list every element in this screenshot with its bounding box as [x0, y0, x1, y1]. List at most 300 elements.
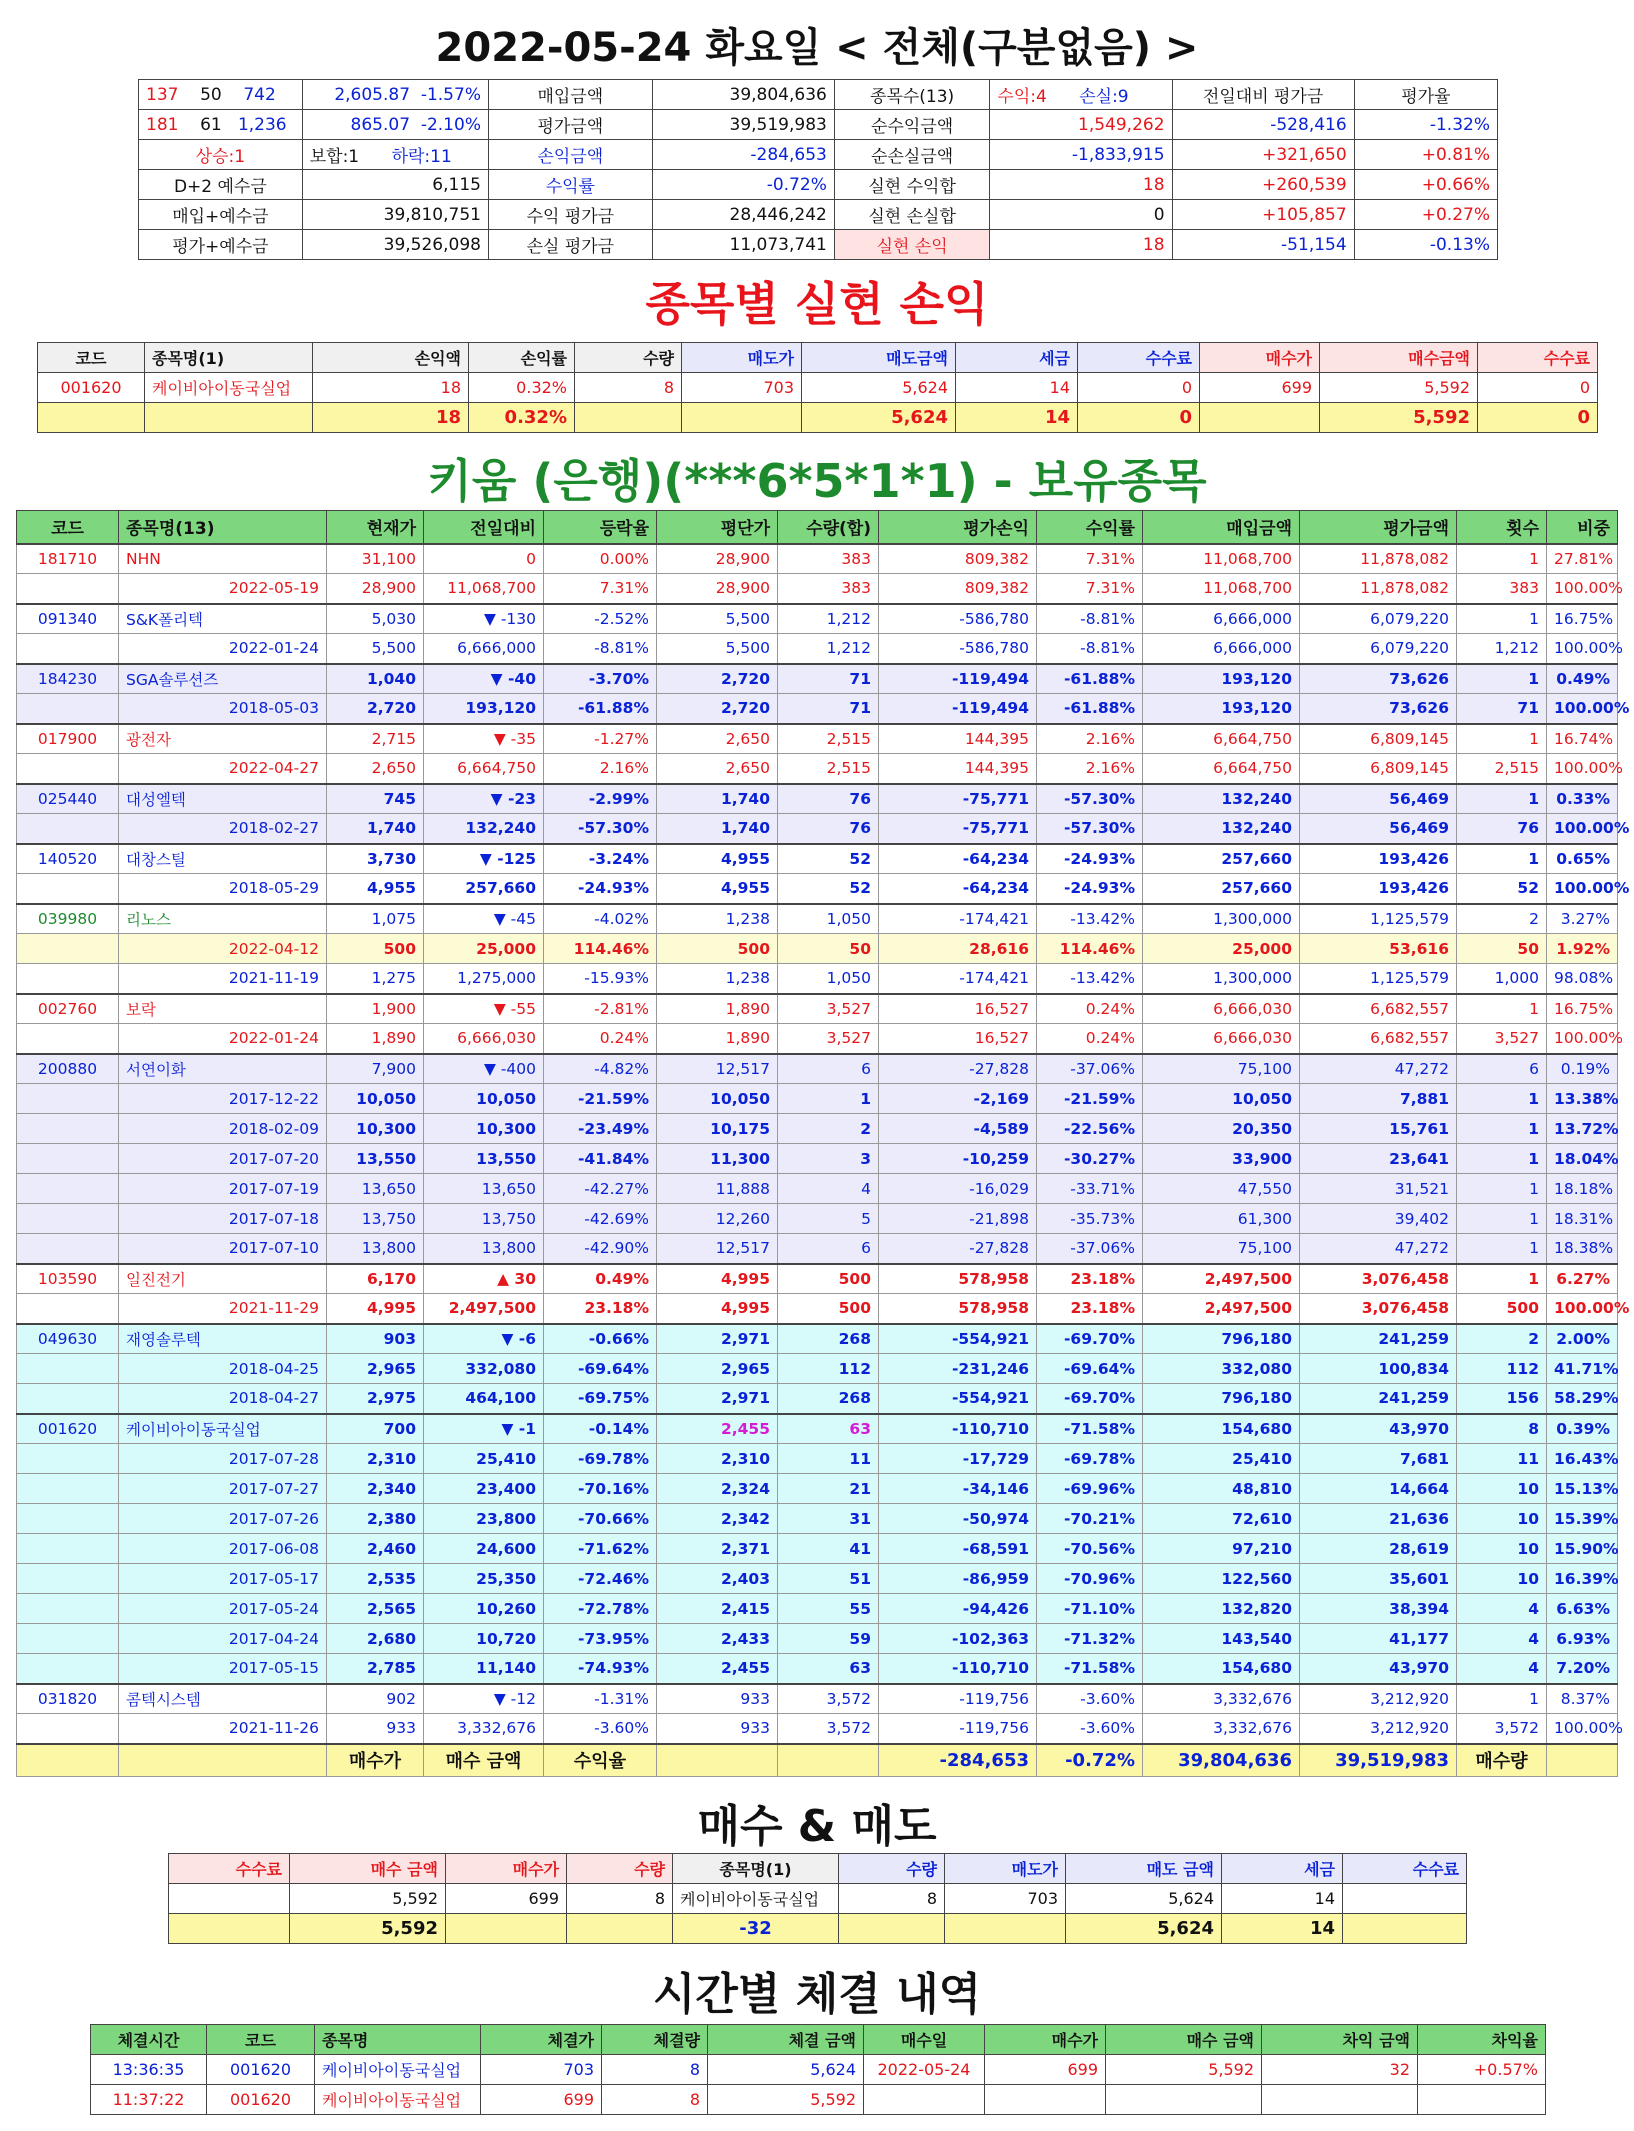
cell: 2,785: [327, 1654, 424, 1684]
cell: -72.46%: [544, 1564, 657, 1594]
cell: 11:37:22: [91, 2085, 207, 2115]
holdings-table: [16, 510, 1630, 1777]
cell: 4,955: [327, 874, 424, 904]
summary-value: 18: [990, 230, 1172, 260]
cell: 809,382: [879, 544, 1037, 574]
cell: 1,040: [327, 664, 424, 694]
cell: 1.92%: [1547, 934, 1618, 964]
summary-row: [139, 80, 1498, 110]
cell: [17, 574, 119, 604]
cell: 71: [1457, 694, 1547, 724]
cell: -61.88%: [1037, 694, 1143, 724]
cell: [17, 874, 119, 904]
cell: ▼ -125: [424, 844, 544, 874]
total-row: [38, 403, 1598, 433]
cell: 703: [945, 1884, 1066, 1914]
cell: 39,804,636: [1143, 1744, 1300, 1777]
column-header: 수량: [567, 1854, 673, 1884]
summary-value: 상승:1: [139, 140, 303, 170]
cell: [169, 1914, 290, 1944]
cell: 15.90%: [1547, 1534, 1618, 1564]
cell: 2022-01-24: [119, 1024, 327, 1054]
cell: 745: [327, 784, 424, 814]
cell: 1,890: [657, 994, 778, 1024]
summary-value: 39,526,098: [302, 230, 488, 260]
cell: -75,771: [879, 814, 1037, 844]
cell: 2,455: [657, 1654, 778, 1684]
cell: -16,029: [879, 1174, 1037, 1204]
cell: -73.95%: [544, 1624, 657, 1654]
cell: -3.60%: [1037, 1684, 1143, 1714]
cell: 56,469: [1300, 784, 1457, 814]
cell: -119,756: [879, 1714, 1037, 1744]
cell: 5,030: [327, 604, 424, 634]
holding-lot-row: [17, 634, 1618, 664]
column-header: 평단가: [657, 511, 778, 544]
cell: 1,212: [778, 634, 879, 664]
cell: 5,592: [290, 1884, 446, 1914]
cell: 2,680: [327, 1624, 424, 1654]
cell: [17, 1444, 119, 1474]
cell: -68,591: [879, 1534, 1037, 1564]
cell: 001620: [207, 2055, 315, 2085]
cell: 100.00%: [1547, 814, 1618, 844]
cell: 8: [602, 2085, 708, 2115]
cell: -37.06%: [1037, 1054, 1143, 1084]
cell: -70.16%: [544, 1474, 657, 1504]
cell: 4: [1457, 1624, 1547, 1654]
cell: -64,234: [879, 874, 1037, 904]
cell: 193,426: [1300, 874, 1457, 904]
cell: 464,100: [424, 1384, 544, 1414]
cell: -8.81%: [1037, 604, 1143, 634]
cell: 20,350: [1143, 1114, 1300, 1144]
cell: 수익율: [544, 1744, 657, 1777]
cell: 3,572: [778, 1714, 879, 1744]
cell: 6,666,030: [1143, 1024, 1300, 1054]
summary-row: [139, 230, 1498, 260]
cell: 10: [1457, 1504, 1547, 1534]
cell: 76: [1457, 814, 1547, 844]
cell: 699: [985, 2055, 1106, 2085]
summary-value: -528,416: [1172, 110, 1354, 140]
cell: 14: [1222, 1914, 1343, 1944]
cell: 16,527: [879, 994, 1037, 1024]
cell: 100.00%: [1547, 694, 1618, 724]
cell: 0.33%: [1547, 784, 1618, 814]
cell: 017900: [17, 724, 119, 754]
cell: [17, 934, 119, 964]
cell: 63: [778, 1414, 879, 1444]
summary-value: -1.32%: [1354, 110, 1497, 140]
cell: [17, 1174, 119, 1204]
cell: 7.20%: [1547, 1654, 1618, 1684]
cell: 6,666,030: [424, 1024, 544, 1054]
cell: -8.81%: [544, 634, 657, 664]
cell: 5,592: [708, 2085, 864, 2115]
holding-lot-row: [17, 1654, 1618, 1684]
cell: 23.18%: [544, 1294, 657, 1324]
cell: 6,809,145: [1300, 754, 1457, 784]
cell: 21: [778, 1474, 879, 1504]
cell: -72.78%: [544, 1594, 657, 1624]
cell: 47,550: [1143, 1174, 1300, 1204]
column-header: 손익액: [313, 343, 469, 373]
column-header: 매수가: [1200, 343, 1320, 373]
cell: 16.43%: [1547, 1444, 1618, 1474]
cell: 6,664,750: [424, 754, 544, 784]
cell: 41.71%: [1547, 1354, 1618, 1384]
holding-row: [17, 844, 1618, 874]
cell: 14: [956, 403, 1078, 433]
summary-label: 손실 평가금: [488, 230, 652, 260]
cell: 2,497,500: [1143, 1294, 1300, 1324]
holding-lot-row: [17, 1174, 1618, 1204]
cell: 5,592: [1106, 2055, 1262, 2085]
cell: 5,624: [1066, 1884, 1222, 1914]
column-header: 매수가: [446, 1854, 567, 1884]
cell: 13:36:35: [91, 2055, 207, 2085]
cell: 41: [778, 1534, 879, 1564]
cell: 4,955: [657, 844, 778, 874]
cell: 025440: [17, 784, 119, 814]
holding-lot-row: [17, 1444, 1618, 1474]
cell: -32: [673, 1914, 839, 1944]
cell: 5,624: [802, 373, 956, 403]
column-header: 차익 금액: [1262, 2025, 1418, 2055]
cell: 재영솔루텍: [119, 1324, 327, 1354]
cell: 1,740: [657, 814, 778, 844]
table-header-row: [169, 1854, 1467, 1884]
cell: -61.88%: [1037, 664, 1143, 694]
cell: [17, 1384, 119, 1414]
cell: 3,076,458: [1300, 1264, 1457, 1294]
cell: 보락: [119, 994, 327, 1024]
cell: 6,809,145: [1300, 724, 1457, 754]
cell: 75,100: [1143, 1054, 1300, 1084]
cell: 케이비아이동국실업: [673, 1884, 839, 1914]
cell: 52: [1457, 874, 1547, 904]
holding-lot-row: [17, 694, 1618, 724]
cell: -0.14%: [544, 1414, 657, 1444]
cell: [17, 1654, 119, 1684]
table-header-row: [17, 511, 1618, 544]
column-header: 매수가: [985, 2025, 1106, 2055]
cell: -69.78%: [544, 1444, 657, 1474]
holding-row: [17, 994, 1618, 1024]
summary-label: 수익 평가금: [488, 200, 652, 230]
cell: 6: [778, 1054, 879, 1084]
cell: -70.21%: [1037, 1504, 1143, 1534]
cell: 1,300,000: [1143, 904, 1300, 934]
cell: 5,500: [327, 634, 424, 664]
cell: 52: [778, 844, 879, 874]
cell: 55: [778, 1594, 879, 1624]
cell: -86,959: [879, 1564, 1037, 1594]
cell: 0.49%: [544, 1264, 657, 1294]
cell: -69.64%: [1037, 1354, 1143, 1384]
cell: [17, 1234, 119, 1264]
cell: 6,079,220: [1300, 634, 1457, 664]
cell: 0: [1478, 403, 1598, 433]
cell: 대성엘텍: [119, 784, 327, 814]
cell: 43,970: [1300, 1654, 1457, 1684]
column-header: 횟수: [1457, 511, 1547, 544]
summary-value: 6,115: [302, 170, 488, 200]
cell: -70.66%: [544, 1504, 657, 1534]
cell: 2,324: [657, 1474, 778, 1504]
cell: -30.27%: [1037, 1144, 1143, 1174]
summary-row: [139, 140, 1498, 170]
cell: 2,497,500: [1143, 1264, 1300, 1294]
cell: 1,890: [657, 1024, 778, 1054]
cell: 1,890: [327, 1024, 424, 1054]
cell: -17,729: [879, 1444, 1037, 1474]
cell: 5,500: [657, 604, 778, 634]
cell: 5,592: [1320, 373, 1478, 403]
cell: 98.08%: [1547, 964, 1618, 994]
holding-row: [17, 1054, 1618, 1084]
cell: 48,810: [1143, 1474, 1300, 1504]
holding-lot-row: [17, 1594, 1618, 1624]
cell: 매수량: [1457, 1744, 1547, 1777]
cell: 10: [1457, 1564, 1547, 1594]
cell: 13.72%: [1547, 1114, 1618, 1144]
cell: -2.52%: [544, 604, 657, 634]
cell: 112: [1457, 1354, 1547, 1384]
cell: 332,080: [424, 1354, 544, 1384]
summary-label: 손익금액: [488, 140, 652, 170]
holding-lot-row: [17, 1624, 1618, 1654]
cell: -2.99%: [544, 784, 657, 814]
summary-table: [138, 79, 1498, 260]
column-header: 매수일: [864, 2025, 985, 2055]
holdings-body: [17, 544, 1630, 1777]
cell: 케이비아이동국실업: [145, 373, 313, 403]
cell: -57.30%: [1037, 814, 1143, 844]
cell: 3,332,676: [424, 1714, 544, 1744]
cell: 72,610: [1143, 1504, 1300, 1534]
cell: [17, 1714, 119, 1744]
cell: -13.42%: [1037, 904, 1143, 934]
cell: 2022-04-27: [119, 754, 327, 784]
cell: 6,666,000: [1143, 634, 1300, 664]
cell: 5,592: [1320, 403, 1478, 433]
cell: 76: [778, 784, 879, 814]
holding-lot-row: [17, 1534, 1618, 1564]
summary-value: -1,833,915: [990, 140, 1172, 170]
cell: 2022-05-19: [119, 574, 327, 604]
cell: 2,971: [657, 1324, 778, 1354]
cell: 2,965: [657, 1354, 778, 1384]
column-header: 수량: [575, 343, 682, 373]
cell: 0.24%: [1037, 1024, 1143, 1054]
cell: 47,272: [1300, 1234, 1457, 1264]
cell: 73,626: [1300, 694, 1457, 724]
cell: 23,800: [424, 1504, 544, 1534]
timeline-table: [90, 2024, 1546, 2115]
cell: 0: [424, 544, 544, 574]
cell: 1,212: [1457, 634, 1547, 664]
cell: 4,995: [657, 1294, 778, 1324]
cell: [38, 403, 145, 433]
cell: 193,120: [424, 694, 544, 724]
cell: [1106, 2085, 1262, 2115]
summary-row: [139, 110, 1498, 140]
cell: 25,410: [1143, 1444, 1300, 1474]
column-header: 체결 금액: [708, 2025, 864, 2055]
cell: -554,921: [879, 1384, 1037, 1414]
cell: 144,395: [879, 754, 1037, 784]
cell: -119,756: [879, 1684, 1037, 1714]
cell: [1200, 403, 1320, 433]
cell: -3.60%: [1037, 1714, 1143, 1744]
cell: 1: [1457, 1114, 1547, 1144]
cell: 14: [1222, 1884, 1343, 1914]
cell: 5,624: [1066, 1914, 1222, 1944]
cell: 15.39%: [1547, 1504, 1618, 1534]
cell: 2018-05-29: [119, 874, 327, 904]
cell: 73,626: [1300, 664, 1457, 694]
cell: -174,421: [879, 964, 1037, 994]
cell: 18.38%: [1547, 1234, 1618, 1264]
index-cell: 137 50 742: [139, 80, 303, 110]
cell: 2017-06-08: [119, 1534, 327, 1564]
cell: 257,660: [1143, 874, 1300, 904]
cell: 7.31%: [1037, 544, 1143, 574]
holding-lot-row: [17, 1714, 1618, 1744]
cell: -74.93%: [544, 1654, 657, 1684]
page-title: 2022-05-24 화요일 < 전체(구분없음) >: [435, 25, 1199, 71]
cell: 16.39%: [1547, 1564, 1618, 1594]
cell: 500: [778, 1294, 879, 1324]
cell: 28,900: [657, 544, 778, 574]
cell: 76: [778, 814, 879, 844]
cell: -231,246: [879, 1354, 1037, 1384]
cell: -119,494: [879, 664, 1037, 694]
cell: 2,720: [327, 694, 424, 724]
cell: 100.00%: [1547, 874, 1618, 904]
cell: 1: [1457, 1234, 1547, 1264]
cell: 6: [1457, 1054, 1547, 1084]
cell: 4,995: [657, 1264, 778, 1294]
cell: 5,592: [290, 1914, 446, 1944]
cell: [17, 1144, 119, 1174]
cell: 51: [778, 1564, 879, 1594]
cell: 699: [481, 2085, 602, 2115]
cell: ▼ -1: [424, 1414, 544, 1444]
holding-row: [17, 664, 1618, 694]
cell: [17, 1294, 119, 1324]
summary-value: +0.81%: [1354, 140, 1497, 170]
cell: -34,146: [879, 1474, 1037, 1504]
summary-label: 실현 수익합: [834, 170, 990, 200]
cell: 61,300: [1143, 1204, 1300, 1234]
cell: 2,975: [327, 1384, 424, 1414]
summary-value: -0.72%: [652, 170, 834, 200]
cell: 3,212,920: [1300, 1684, 1457, 1714]
cell: [1343, 1884, 1467, 1914]
summary-label: D+2 예수금: [139, 170, 303, 200]
cell: 2: [778, 1114, 879, 1144]
cell: 28,619: [1300, 1534, 1457, 1564]
cell: 10,050: [657, 1084, 778, 1114]
cell: -71.58%: [1037, 1414, 1143, 1444]
cell: 2017-07-20: [119, 1144, 327, 1174]
cell: 2022-04-12: [119, 934, 327, 964]
summary-value: +0.27%: [1354, 200, 1497, 230]
cell: 14: [956, 373, 1078, 403]
cell: NHN: [119, 544, 327, 574]
cell: -3.70%: [544, 664, 657, 694]
cell: 1: [1457, 604, 1547, 634]
cell: 2022-01-24: [119, 634, 327, 664]
column-header: 전일대비: [424, 511, 544, 544]
cell: 703: [682, 373, 802, 403]
cell: 대창스틸: [119, 844, 327, 874]
cell: 031820: [17, 1684, 119, 1714]
cell: 500: [327, 934, 424, 964]
cell: 25,350: [424, 1564, 544, 1594]
cell: 268: [778, 1324, 879, 1354]
cell: [1343, 1914, 1467, 1944]
cell: 12,517: [657, 1054, 778, 1084]
cell: 0.39%: [1547, 1414, 1618, 1444]
cell: 100,834: [1300, 1354, 1457, 1384]
cell: 3,572: [1457, 1714, 1547, 1744]
cell: -4.82%: [544, 1054, 657, 1084]
cell: -24.93%: [1037, 844, 1143, 874]
cell: 1: [1457, 1684, 1547, 1714]
cell: 154,680: [1143, 1414, 1300, 1444]
cell: 23,641: [1300, 1144, 1457, 1174]
cell: 8: [567, 1884, 673, 1914]
cell: -21.59%: [1037, 1084, 1143, 1114]
cell: 16,527: [879, 1024, 1037, 1054]
cell: 140520: [17, 844, 119, 874]
cell: [17, 1504, 119, 1534]
cell: 39,402: [1300, 1204, 1457, 1234]
cell: -69.70%: [1037, 1324, 1143, 1354]
holding-row: [17, 1684, 1618, 1714]
cell: 71: [778, 664, 879, 694]
cell: 23.18%: [1037, 1264, 1143, 1294]
cell: 4: [1457, 1594, 1547, 1624]
cell: 8: [602, 2055, 708, 2085]
cell: 0: [1078, 403, 1200, 433]
cell: -110,710: [879, 1654, 1037, 1684]
cell: 6.93%: [1547, 1624, 1618, 1654]
cell: 2.16%: [1037, 754, 1143, 784]
cell: -27,828: [879, 1054, 1037, 1084]
cell: -24.93%: [544, 874, 657, 904]
holding-row: [17, 784, 1618, 814]
column-header: 종목명: [315, 2025, 481, 2055]
cell: 7.31%: [544, 574, 657, 604]
realized-table: [37, 342, 1598, 433]
cell: [17, 1354, 119, 1384]
cell: 2017-05-24: [119, 1594, 327, 1624]
cell: 8: [839, 1884, 945, 1914]
cell: 1,300,000: [1143, 964, 1300, 994]
cell: 2017-05-15: [119, 1654, 327, 1684]
cell: 257,660: [424, 874, 544, 904]
table-row: [91, 2055, 1546, 2085]
cell: 12,517: [657, 1234, 778, 1264]
cell: 8.37%: [1547, 1684, 1618, 1714]
table-row: [91, 2085, 1546, 2115]
cell: 리노스: [119, 904, 327, 934]
